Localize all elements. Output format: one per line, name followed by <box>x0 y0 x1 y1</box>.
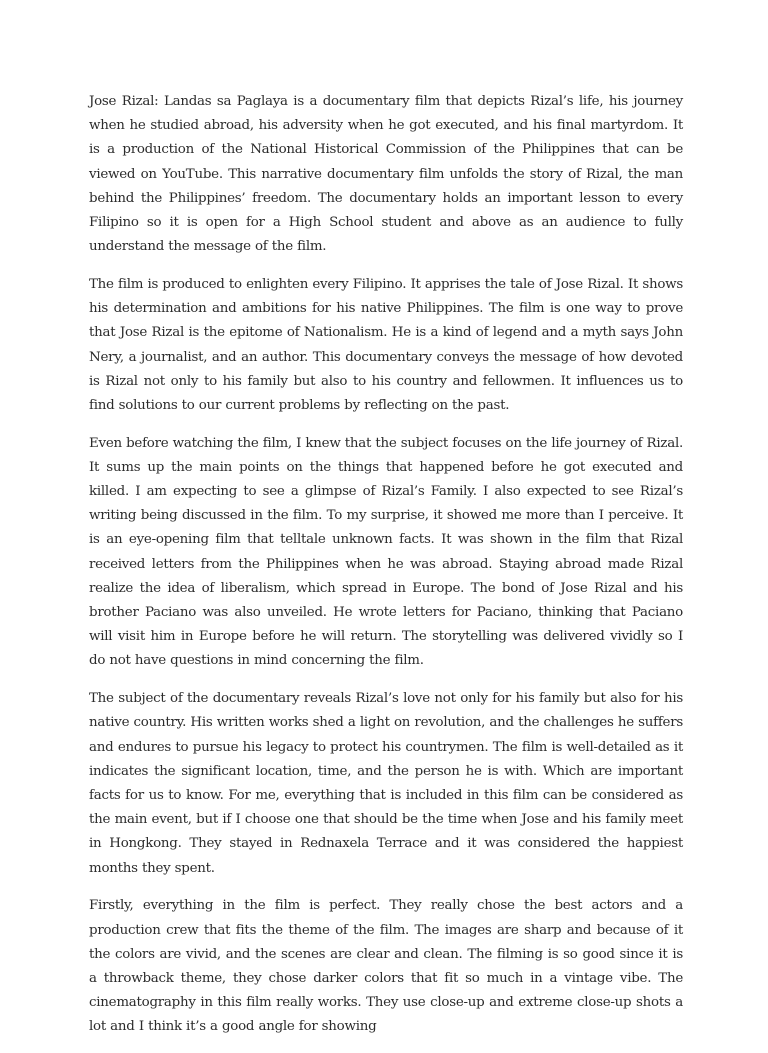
paragraph-subject: The subject of the documentary reveals Rizal’s love not only for his family but also for his native country. His written works shed a light on revolution, and the challenges he suffers and endures to pursue his legacy to protect his countrymen. The film is well-detailed as it indicates the significant location, time, and the person he is with. Which are important facts for us to know. For me, everything that is included in this film can be considered as the main event, but if I choose one that should be the time when Jose and his family meet in Hongkong. They stayed in Rednaxela Terrace and it was considered the happiest months they spent. <box>89 691 683 876</box>
document-body <box>89 90 683 1053</box>
paragraph-production: Firstly, everything in the film is perfect. They really chose the best actors and a production crew that fits the theme of the film. The images are sharp and because of it the colors are vivid, and the scenes are clear and clean. The filming is so good since it is a throwback theme, they chose darker colors that fit so much in a vintage vibe. The cinematography in this film really works. They use close-up and extreme close-up shots a lot and I think it’s a good angle for showing <box>89 898 683 1035</box>
paragraph-intro: Jose Rizal: Landas sa Paglaya is a documentary film that depicts Rizal’s life, his journey when he studied abroad, his adversity when he got executed, and his final martyrdom. It is a production of the National Historical Commission of the Philippines that can be viewed on YouTube. This narrative documentary film unfolds the story of Rizal, the man behind the Philippines’ freedom. The documentary holds an important lesson to every Filipino so it is open for a High School student and above as an audience to fully understand the message of the film. <box>89 94 683 255</box>
paragraph-expectations: Even before watching the film, I knew that the subject focuses on the life journey of Rizal. It sums up the main points on the things that happened before he got executed and killed. I am expecting to see a glimpse of Rizal’s Family. I also expected to see Rizal’s writing being discussed in the film. To my surprise, it showed me more than I perceive. It is an eye-opening film that telltale unknown facts. It was shown in the film that Rizal received letters from the Philippines when he was abroad. Staying abroad made Rizal realize the idea of liberalism, which spread in Europe. The bond of Jose Rizal and his brother Paciano was also unveiled. He wrote letters for Paciano, thinking that Paciano will visit him in Europe before he will return. The storytelling was delivered vividly so I do not have questions in mind concerning the film. <box>89 435 683 669</box>
paragraph-purpose: The film is produced to enlighten every Filipino. It apprises the tale of Jose Rizal. It shows his determination and ambitions for his native Philippines. The film is one way to prove that Jose Rizal is the epitome of Nationalism. He is a kind of legend and a myth says John Nery, a journalist, and an author. This documentary conveys the message of how devoted is Rizal not only to his family but also to his country and fellowmen. It influences us to find solutions to our current problems by reflecting on the past. <box>89 276 683 413</box>
